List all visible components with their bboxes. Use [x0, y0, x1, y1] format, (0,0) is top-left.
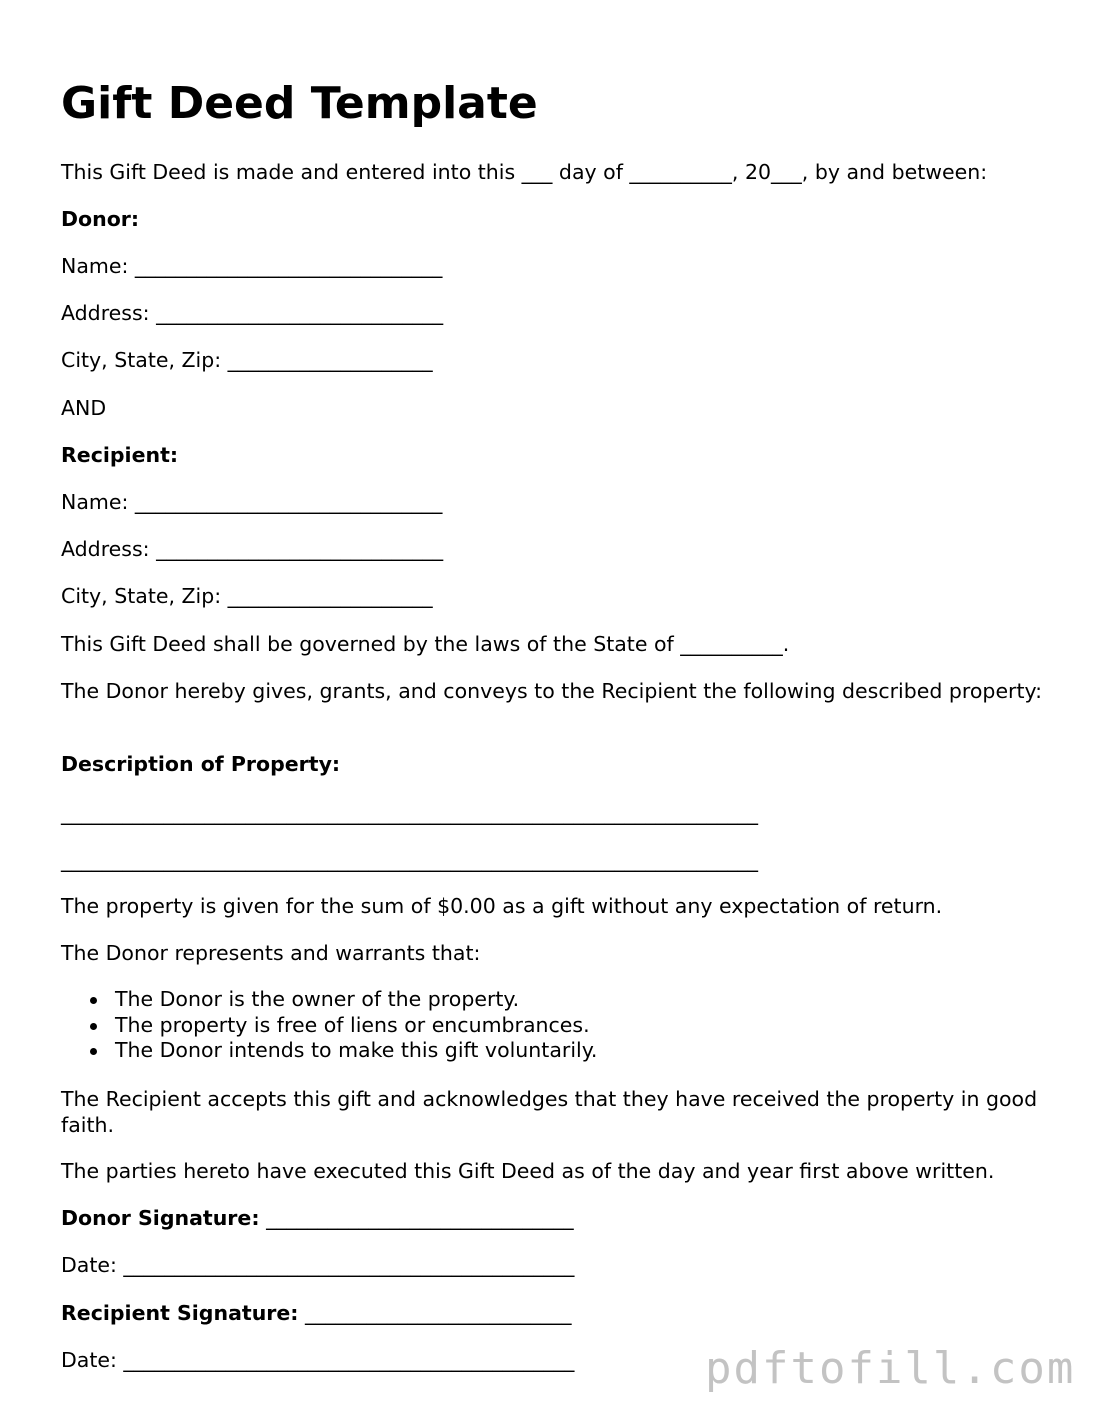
recipient-city-field: City, State, Zip: ____________________: [61, 584, 433, 608]
recipient-heading: Recipient:: [61, 443, 179, 467]
donor-date-field: Date: ____________________________________________: [61, 1253, 575, 1277]
acceptance-paragraph: The Recipient accepts this gift and acknowledges that they have received the property in good faith.: [61, 1087, 1038, 1137]
recipient-name-field: Name: ______________________________: [61, 490, 443, 514]
recipient-signature-field: [61, 1300, 572, 1326]
description-heading: Description of Property:: [61, 752, 341, 776]
description-line-2: ____________________________________________________________________: [61, 848, 758, 872]
list-item: The property is free of liens or encumbrances.: [61, 1013, 597, 1039]
donor-signature-field: [61, 1205, 574, 1231]
watermark: pdftofill.com: [705, 1343, 1076, 1394]
warranties-list: [61, 987, 597, 1064]
governing-law-paragraph: This Gift Deed shall be governed by the laws of the State of __________.: [61, 632, 790, 656]
donor-address-field: Address: ____________________________: [61, 301, 444, 325]
donor-heading: Donor:: [61, 207, 140, 231]
list-item: The Donor intends to make this gift voluntarily.: [61, 1038, 597, 1064]
warranties-intro: The Donor represents and warrants that:: [61, 941, 481, 965]
recipient-date-field: Date: ____________________________________________: [61, 1348, 575, 1372]
list-item: The Donor is the owner of the property.: [61, 987, 597, 1013]
document-title: Gift Deed Template: [61, 78, 538, 129]
recipient-signature-line: __________________________: [305, 1301, 572, 1325]
recipient-address-field: Address: ____________________________: [61, 537, 444, 561]
donor-name-field: Name: ______________________________: [61, 254, 443, 278]
consideration-paragraph: The property is given for the sum of $0.00 as a gift without any expectation of return.: [61, 894, 943, 918]
recipient-signature-label: Recipient Signature:: [61, 1301, 299, 1325]
donor-signature-line: ______________________________: [266, 1206, 574, 1230]
execution-paragraph: The parties hereto have executed this Gift Deed as of the day and year first above written.: [61, 1159, 995, 1183]
donor-signature-label: Donor Signature:: [61, 1206, 260, 1230]
and-separator: AND: [61, 396, 107, 420]
description-line-1: ____________________________________________________________________: [61, 801, 758, 825]
intro-paragraph: This Gift Deed is made and entered into this ___ day of __________, 20___, by and between:: [61, 160, 988, 184]
donor-city-field: City, State, Zip: ____________________: [61, 348, 433, 372]
conveyance-paragraph: The Donor hereby gives, grants, and conveys to the Recipient the following described property:: [61, 679, 1043, 703]
